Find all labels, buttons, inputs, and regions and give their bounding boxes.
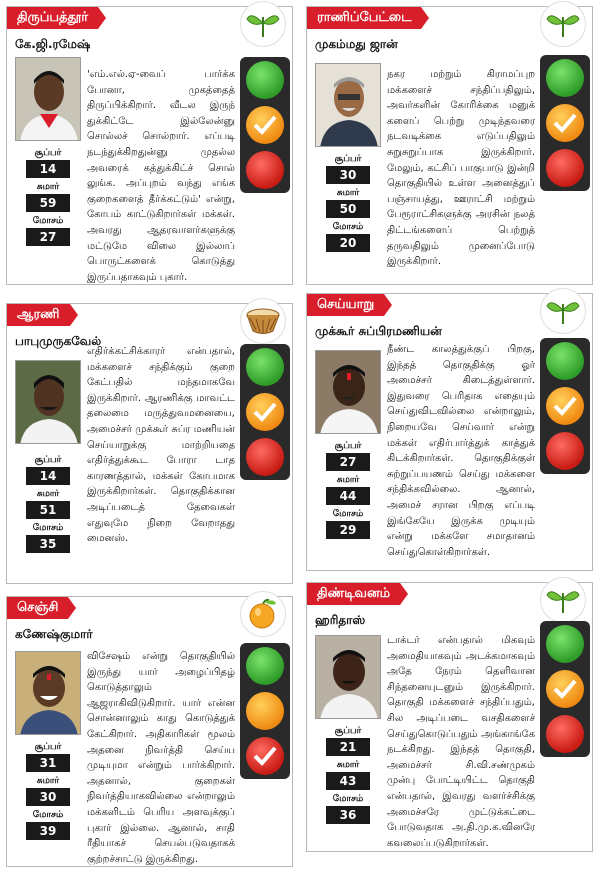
red-light — [546, 432, 584, 470]
average-label: சுமார் — [36, 489, 60, 499]
average-score: 44 — [326, 487, 370, 505]
green-light — [546, 59, 584, 97]
candidate-review: நீண்ட காலத்துக்குப் பிறகு, இந்தத் தொகுதிக்கு ஓர் அமைச்சர் கிடைத்துள்ளார். இதுவரை பெரிதாக எதையும் செய்துவிடவில்லை என்றாலும், நிறையவே செய்வார் என்று மக்கள் எதிர்பார்த்துக் காத்துக் கிடக்கிறார்கள். தொகுதிக்குள் சுற்றுப்பயணம் செய்து மக்களை சந்திக்கவில்லை. ஆனால், அமைச் சரான பிறகு எப்படி இங்கேயே இருக்க முடியும் என்று மக்களே சமாதானம் செய்துகொள்கிறார்கள். — [387, 344, 535, 558]
super-label: சூப்பர் — [34, 742, 62, 752]
bad-label: மோசம் — [332, 509, 364, 519]
check-icon — [246, 106, 284, 144]
yellow-light — [246, 106, 284, 144]
bad-label: மோசம் — [32, 523, 64, 533]
check-icon — [546, 387, 584, 425]
bad-score: 39 — [26, 822, 70, 840]
average-label: சுமார் — [336, 760, 360, 770]
traffic-signal — [540, 55, 590, 191]
green-light — [546, 625, 584, 663]
red-light — [246, 737, 284, 775]
yellow-light — [546, 387, 584, 425]
check-icon — [246, 393, 284, 431]
constituency-header: செஞ்சி — [7, 597, 68, 619]
super-label: சூப்பர் — [34, 455, 62, 465]
mla-card-cheyyar — [306, 293, 593, 571]
candidate-photo — [15, 651, 81, 735]
bad-score: 20 — [326, 234, 370, 252]
constituency-header: செய்யாறு — [307, 294, 384, 316]
candidate-name: முகம்மது ஜான் — [315, 37, 398, 51]
red-light — [246, 151, 284, 189]
super-score: 27 — [326, 453, 370, 471]
candidate-name: கணேஷ்குமார் — [15, 627, 93, 641]
mla-card-tirupattur — [6, 6, 293, 285]
candidate-photo — [315, 63, 381, 147]
candidate-name: முக்கூர் சுப்பிரமணியன் — [315, 324, 442, 338]
super-score: 14 — [26, 160, 70, 178]
candidate-photo — [15, 57, 81, 141]
bad-label: மோசம் — [332, 794, 364, 804]
traffic-signal — [540, 338, 590, 474]
bad-label: மோசம் — [32, 810, 64, 820]
candidate-review: நகர மற்றும் கிராமப்புற மக்களைச் சந்திப்பதிலும், அவர்களின் கோரிக்கை மனுக் களைப் பெற்று முடிந்தவரை நடவடிக்கை எடுப்பதிலும் சுறுசுறுப்பாக இருக்கிறார். மேலும், கட்சிப் பாகுபாடு இன்றி தொகுதியில் உள்ள அனைத்துப் பஞ்சாயத்து, ஊராட்சி மற்றும் பேரூராட்சிகளுக்கு அரசின் நலத் திட்டங்களைப் பெற்றுத் தருவதிலும் முனைப்போடு இருக்கிறார். — [387, 69, 535, 268]
check-icon — [246, 737, 284, 775]
average-score: 30 — [26, 788, 70, 806]
traffic-signal — [240, 344, 290, 480]
average-label: சுமார் — [336, 475, 360, 485]
mla-card-arani — [6, 303, 293, 584]
candidate-name: கே.ஜி.ரமேஷ் — [15, 37, 91, 51]
super-score: 31 — [26, 754, 70, 772]
bad-score: 27 — [26, 228, 70, 246]
average-label: சுமார் — [336, 188, 360, 198]
super-label: சூப்பர் — [334, 441, 362, 451]
bad-score: 36 — [326, 806, 370, 824]
drum-icon — [240, 298, 286, 344]
bad-score: 35 — [26, 535, 70, 553]
constituency-header: திண்டிவனம் — [307, 583, 400, 605]
check-icon — [546, 670, 584, 708]
candidate-name: ஹரிதாஸ் — [315, 613, 366, 627]
bad-label: மோசம் — [32, 216, 64, 226]
red-light — [546, 149, 584, 187]
yellow-light — [246, 393, 284, 431]
green-light — [246, 348, 284, 386]
candidate-name: பாபுமுருகவேல் — [15, 334, 102, 348]
super-label: சூப்பர் — [334, 726, 362, 736]
mla-card-gingee — [6, 596, 293, 867]
yellow-light — [546, 670, 584, 708]
red-light — [546, 715, 584, 753]
two-leaves-icon — [240, 1, 286, 47]
average-score: 59 — [26, 194, 70, 212]
bad-label: மோசம் — [332, 222, 364, 232]
two-leaves-icon — [540, 577, 586, 623]
constituency-header: ஆரணி — [7, 304, 70, 326]
mla-card-ranipet — [306, 6, 593, 285]
candidate-review: விசேஷம் என்று தொகுதியில் இருந்து யார் அழைப்பிதழ் கொடுத்தாலும் ஆஜராகிவிடுகிறார். யார் என்ன சொன்னாலும் காது கொடுத்துக் கேட்கிறார். அதிகாரிகள் மூலம் அதனை நிவர்த்தி செய்ய முடியுமா என்றும் பார்க்கிறார். அதனால், குறைகள் நிவர்த்தியாகவில்லை என்றாலும் மக்களிடம் பெரிய அளவுக்குப் புகார் இல்லை. ஆனால், சாதி ரீதியாகச் செயல்படுவதாகக் குற்றச்சாட்டு இருக்கிறது. — [87, 651, 235, 865]
constituency-header: ராணிப்பேட்டை — [307, 7, 421, 29]
mla-card-tindivanam — [306, 582, 593, 852]
average-score: 50 — [326, 200, 370, 218]
average-label: சுமார் — [36, 776, 60, 786]
two-leaves-icon — [540, 1, 586, 47]
candidate-photo — [315, 350, 381, 434]
yellow-light — [546, 104, 584, 142]
bad-score: 29 — [326, 521, 370, 539]
candidate-review: டாக்டர் என்பதால் மிகவும் அமைதியாகவும் அடக்கமாகவும் அதே நேரம் தெளிவான சிந்தனையுடனும் இருக்கிறார். தொகுதி மக்களைச் சந்திப்பதும், சில அடிப்படை வசதிகளைச் செய்துகொடுப்பதும் அங்காங்கே நடக்கிறது. இந்தத் தொகுதி, அமைச்சர் சி.வி.சண்முகம் முன்பு போட்டியிட்ட தொகுதி என்பதால், இவரது வளர்ச்சிக்கு அமைச்சரே முட்டுக்கட்டை போடுவதாக அ.தி.மு.க.வினரே கவலைப்படுகிறார்கள். — [387, 635, 535, 849]
check-icon — [546, 104, 584, 142]
traffic-signal — [240, 57, 290, 193]
traffic-signal — [540, 621, 590, 757]
yellow-light — [246, 692, 284, 730]
super-label: சூப்பர் — [334, 154, 362, 164]
two-leaves-icon — [540, 288, 586, 334]
super-label: சூப்பர் — [34, 148, 62, 158]
green-light — [246, 61, 284, 99]
candidate-review: எதிர்க்கட்சிக்காரர் என்பதால், மக்களைச் சந்திக்கும் குறை கேட்பதில் மந்தமாகவே இருக்கிறார். ஆரணிக்கு மாவட்ட தலைமை மருத்துவமனையை, அமைச்சர் முக்கூர் சுப்ர மணியன் செய்யாறுக்கு மாற்றியதை எதிர்த்துக்கூட போரா டாத காரணத்தால், மக்கள் கோபமாக இருக்கிறார்கள். தொகுதிக்கான அடிப்படைத் தேவைகள் எதுவுமே நிறை வேறாதது மைனஸ். — [87, 346, 235, 545]
red-light — [246, 438, 284, 476]
constituency-header: திருப்பத்தூர் — [7, 7, 98, 29]
green-light — [546, 342, 584, 380]
traffic-signal — [240, 643, 290, 779]
super-score: 30 — [326, 166, 370, 184]
average-score: 51 — [26, 501, 70, 519]
candidate-photo — [15, 360, 81, 444]
average-score: 43 — [326, 772, 370, 790]
candidate-review: 'எம்.எல்.ஏ-வைப் பார்க்க போனா, முகத்தைத் திருப்பிக்கிறார். வீடல இருந் துக்கிட்டே இல்லேன்னு சொல்லச் சொல்றார். எப்படி நடந்துக்கிறதுன்னு முதல்ல அவரைக் கத்துக்கிட்ச் சொல் லுங்க. அப்புறம் வந்து எங்க குறைகளைத் தீர்க்கட்டும்' என்று, கோபம் காட்டுகிறார்கள் மக்கள். அவரது ஆதரவாளர்களுக்கு மட்டுமே விலை இல்லாப் பொருட்களைக் கொடுத்து இருப்பதாகவும் புகார். — [87, 69, 235, 283]
super-score: 21 — [326, 738, 370, 756]
super-score: 14 — [26, 467, 70, 485]
green-light — [246, 647, 284, 685]
candidate-photo — [315, 635, 381, 719]
average-label: சுமார் — [36, 182, 60, 192]
mango-icon — [240, 591, 286, 637]
